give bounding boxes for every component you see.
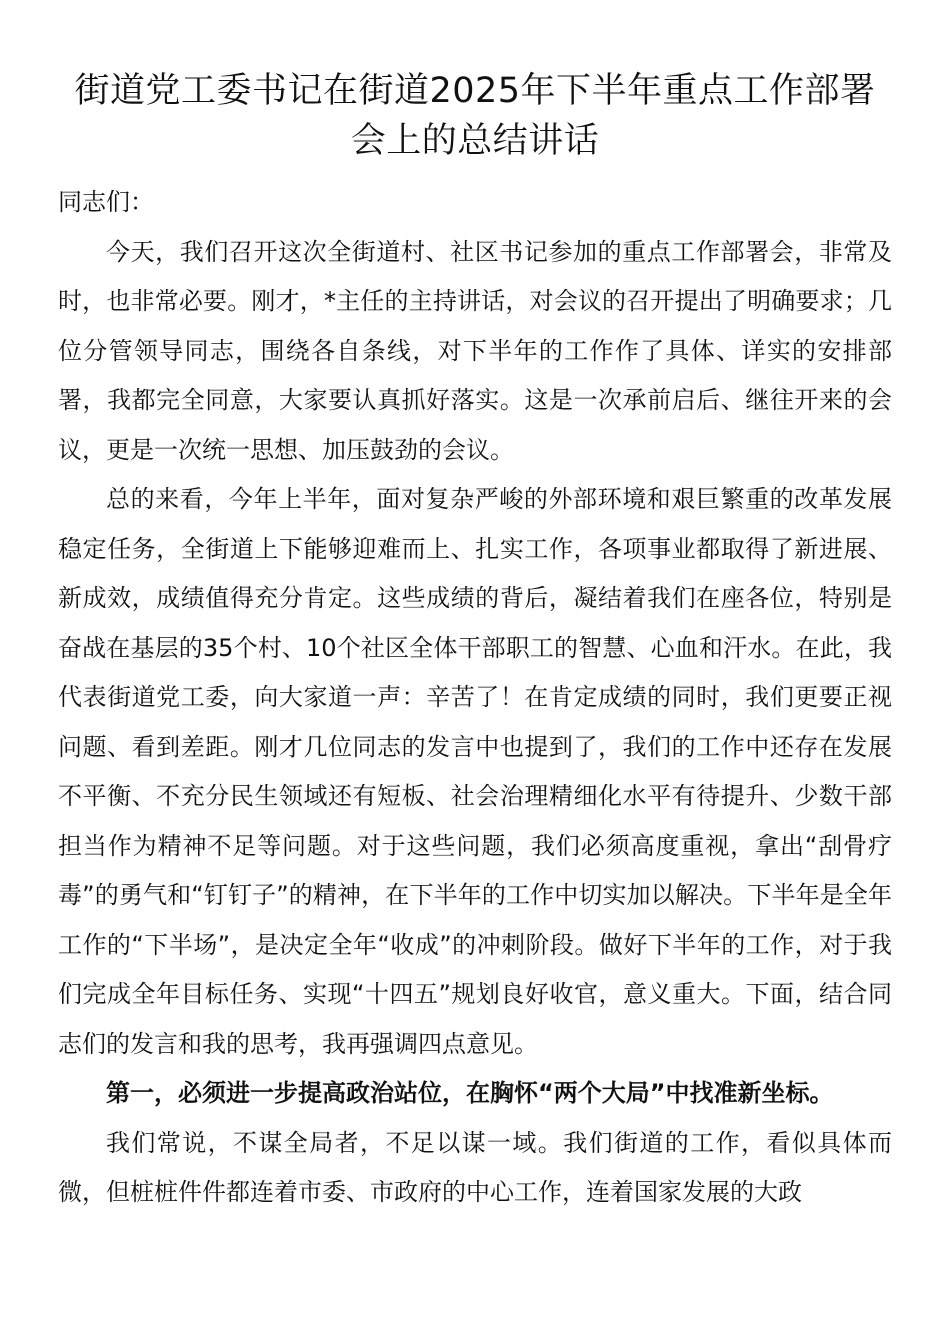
section-heading-1 [58,1069,892,1119]
body-paragraph-1: 今天，我们召开这次全街道村、社区书记参加的重点工作部署会，非常及时，也非常必要。刚才，*主任的主持讲话，对会议的召开提出了明确要求；几位分管领导同志，围绕各自条线，对下半年的工作作了具体、详实的安排部署，我都完全同意，大家要认真抓好落实。这是一次承前启后、继往开来的会议，更是一次统一思想、加压鼓劲的会议。 [58,237,892,464]
section-heading-lead: 第一， [106,1079,178,1107]
body-paragraph-3: 我们常说，不谋全局者，不足以谋一域。我们街道的工作，看似具体而微，但桩桩件件都连着市委、市政府的中心工作，连着国家发展的大政 [58,1128,892,1206]
document-title: 街道党工委书记在街道2025年下半年重点工作部署会上的总结讲话 [74,71,876,161]
salutation: 同志们： [58,188,154,216]
section-heading-text: 必须进一步提高政治站位，在胸怀“两个大局”中找准新坐标。 [178,1079,834,1107]
body-paragraph-2: 总的来看，今年上半年，面对复杂严峻的外部环境和艰巨繁重的改革发展稳定任务，全街道上下能够迎难而上、扎实工作，各项事业都取得了新进展、新成效，成绩值得充分肯定。这些成绩的背后，凝结着我们在座各位，特别是奋战在基层的35个村、10个社区全体干部职工的智慧、心血和汗水。在此，我代表街道党工委，向大家道一声：辛苦了！在肯定成绩的同时，我们更要正视问题、看到差距。刚才几位同志的发言中也提到了，我们的工作中还存在发展不平衡、不充分民生领域还有短板、社会治理精细化水平有待提升、少数干部担当作为精神不足等问题。对于这些问题，我们必须高度重视，拿出“刮骨疗毒”的勇气和“钉钉子”的精神，在下半年的工作中切实加以解决。下半年是全年工作的“下半场”，是决定全年“收成”的冲刺阶段。做好下半年的工作，对于我们完成全年目标任务、实现“十四五”规划良好收官，意义重大。下面，结合同志们的发言和我的思考，我再强调四点意见。 [58,485,892,1058]
